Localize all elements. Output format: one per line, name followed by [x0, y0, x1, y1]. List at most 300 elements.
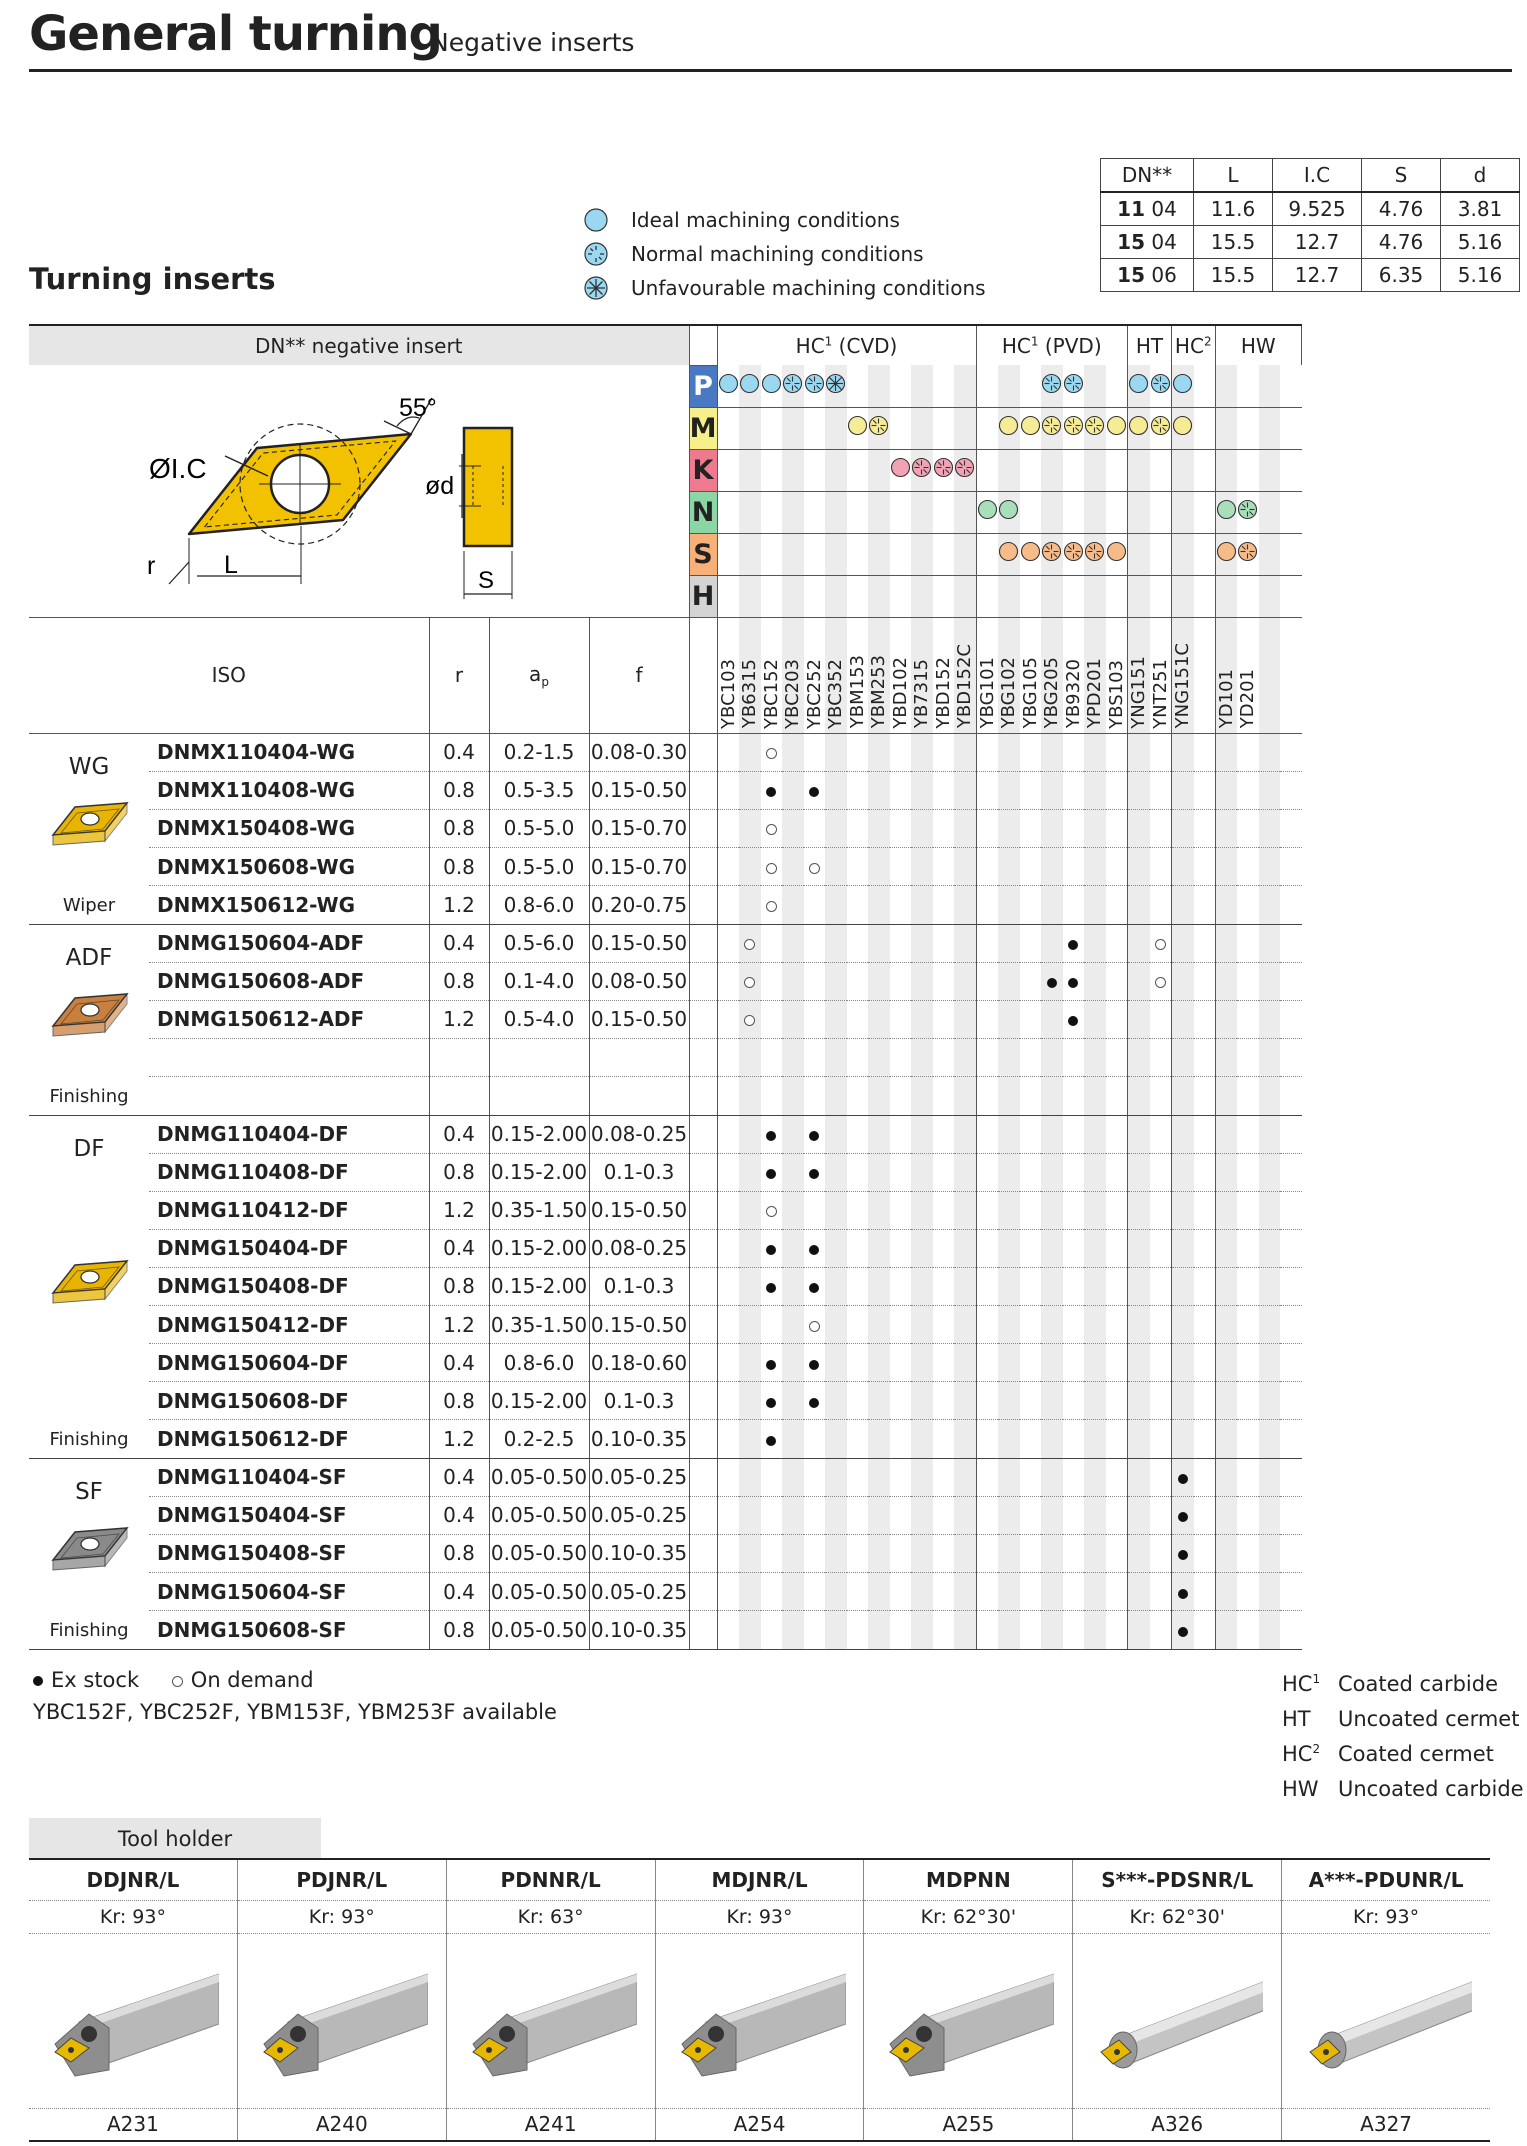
- suitability-cell: [1259, 365, 1281, 407]
- dims-row: 15 06 15.5 12.7 6.35 5.16: [1101, 259, 1520, 292]
- availability-cell: [782, 1306, 804, 1344]
- availability-cell: [1106, 771, 1128, 809]
- ex-stock-mark: [1068, 1016, 1078, 1026]
- availability-cell: [1194, 924, 1216, 962]
- availability-cell: [868, 924, 890, 962]
- bottom-divider: [29, 2140, 1490, 2142]
- availability-cell: [1063, 1267, 1085, 1305]
- suitability-icon: [1237, 541, 1258, 562]
- availability-cell: [761, 1267, 783, 1305]
- suitability-icon: [911, 457, 932, 478]
- availability-cell: [847, 1153, 869, 1191]
- availability-cell: [998, 809, 1020, 847]
- suitability-cell: [1063, 533, 1085, 575]
- availability-cell: [825, 809, 847, 847]
- availability-cell: [1215, 809, 1237, 847]
- availability-cell: [933, 1611, 955, 1649]
- grade-name-cell: [954, 617, 976, 733]
- suitability-cell: [911, 449, 933, 491]
- suitability-cell: [1280, 533, 1302, 575]
- feed-rate: 0.15-0.70: [589, 848, 689, 886]
- availability-cell: [847, 1573, 869, 1611]
- iso-code: DNMX110408-WG: [149, 771, 429, 809]
- availability-cell: [1150, 1420, 1172, 1458]
- suitability-cell: [911, 365, 933, 407]
- availability-cell: [1259, 1573, 1281, 1611]
- availability-cell: [1172, 1458, 1194, 1496]
- availability-cell: [1084, 924, 1106, 962]
- availability-cell: [1172, 848, 1194, 886]
- availability-cell: [847, 733, 869, 771]
- insert-row: [29, 809, 1302, 847]
- availability-cell: [761, 1611, 783, 1649]
- availability-cell: [1106, 1458, 1128, 1496]
- availability-cell: [1106, 1153, 1128, 1191]
- availability-cell: [954, 962, 976, 1000]
- availability-cell: [1194, 771, 1216, 809]
- suitability-cell: [782, 449, 804, 491]
- availability-cell: [761, 1420, 783, 1458]
- availability-cell: [739, 1039, 761, 1077]
- availability-cell: [761, 1458, 783, 1496]
- availability-cell: [847, 1191, 869, 1229]
- depth-of-cut: 0.5-6.0: [489, 924, 589, 962]
- availability-cell: [1020, 733, 1042, 771]
- availability-cell: [954, 1573, 976, 1611]
- availability-cell: [1128, 1267, 1150, 1305]
- suitability-cell: [1150, 491, 1172, 533]
- availability-cell: [1020, 1229, 1042, 1267]
- availability-cell: [1084, 1039, 1106, 1077]
- grade-group-header: $HC^1$ (CVD): [717, 325, 976, 365]
- depth-of-cut: 0.2-2.5: [489, 1420, 589, 1458]
- availability-cell: [1215, 962, 1237, 1000]
- suitability-cell: [1150, 575, 1172, 617]
- insert-drawing: [29, 366, 659, 616]
- availability-cell: [1020, 1306, 1042, 1344]
- availability-cell: [1259, 1611, 1281, 1649]
- availability-cell: [1084, 1344, 1106, 1382]
- availability-cell: [717, 771, 739, 809]
- availability-cell: [804, 1191, 826, 1229]
- availability-cell: [804, 962, 826, 1000]
- availability-cell: [825, 771, 847, 809]
- availability-cell: [1259, 1306, 1281, 1344]
- availability-cell: [976, 809, 998, 847]
- availability-cell: [739, 848, 761, 886]
- insert-icon: [47, 1251, 133, 1315]
- insert-row: [29, 848, 1302, 886]
- insert-grid: [29, 324, 1512, 1650]
- availability-cell: [1020, 1039, 1042, 1077]
- suitability-cell: [739, 575, 761, 617]
- availability-cell: [1194, 962, 1216, 1000]
- availability-cell: [1150, 1115, 1172, 1153]
- availability-cell: [1150, 924, 1172, 962]
- availability-cell: [1041, 886, 1063, 924]
- suitability-icon: [1172, 415, 1193, 436]
- availability-cell: [1172, 1077, 1194, 1115]
- availability-cell: [1063, 1420, 1085, 1458]
- availability-cell: [1020, 1344, 1042, 1382]
- availability-cell: [1280, 962, 1302, 1000]
- grade-name-cell: [1280, 617, 1302, 733]
- availability-cell: [1084, 1153, 1106, 1191]
- suitability-cell: [911, 491, 933, 533]
- insert-row: [29, 1420, 1302, 1458]
- availability-cell: [782, 924, 804, 962]
- availability-cell: [1084, 1534, 1106, 1572]
- tool-holder-item: [29, 1860, 237, 2140]
- availability-cell: [804, 809, 826, 847]
- availability-cell: [1084, 1077, 1106, 1115]
- availability-cell: [890, 1077, 912, 1115]
- suitability-cell: [976, 575, 998, 617]
- availability-cell: [804, 886, 826, 924]
- availability-cell: [1128, 733, 1150, 771]
- availability-cell: [1215, 924, 1237, 962]
- availability-cell: [954, 1077, 976, 1115]
- availability-cell: [1280, 733, 1302, 771]
- availability-cell: [976, 1000, 998, 1038]
- availability-cell: [1259, 1496, 1281, 1534]
- grade-name: YBC152: [760, 658, 782, 729]
- suitability-icon: [782, 373, 803, 394]
- insert-icon: [47, 793, 133, 857]
- availability-cell: [1106, 1267, 1128, 1305]
- availability-cell: [1106, 1344, 1128, 1382]
- availability-cell: [1172, 886, 1194, 924]
- suitability-cell: [739, 491, 761, 533]
- availability-cell: [1215, 886, 1237, 924]
- feed-rate: 0.1-0.3: [589, 1267, 689, 1305]
- availability-cell: [1194, 1534, 1216, 1572]
- availability-cell: [739, 1077, 761, 1115]
- availability-cell: [933, 771, 955, 809]
- suitability-icon: [739, 373, 760, 394]
- iso-code: DNMG150612-ADF: [149, 1000, 429, 1038]
- availability-cell: [1215, 1534, 1237, 1572]
- availability-cell: [911, 1306, 933, 1344]
- depth-of-cut: 0.8-6.0: [489, 1344, 589, 1382]
- stock-legend: [33, 1664, 557, 1728]
- availability-cell: [1106, 848, 1128, 886]
- availability-cell: [1106, 1191, 1128, 1229]
- availability-cell: [804, 1229, 826, 1267]
- availability-cell: [761, 1000, 783, 1038]
- suitability-cell: [804, 533, 826, 575]
- ex-stock-mark: [1178, 1474, 1188, 1484]
- suitability-icon: [998, 541, 1019, 562]
- availability-cell: [933, 924, 955, 962]
- iso-code: DNMG150608-ADF: [149, 962, 429, 1000]
- suitability-cell: [1259, 407, 1281, 449]
- availability-cell: [761, 1306, 783, 1344]
- suitability-cell: [1063, 491, 1085, 533]
- availability-cell: [1172, 1267, 1194, 1305]
- corner-radius: 0.4: [429, 1458, 489, 1496]
- tool-holder-item: [863, 1860, 1072, 2140]
- page-title: General turning: [29, 6, 442, 62]
- availability-cell: [825, 733, 847, 771]
- iso-code: DNMG150608-DF: [149, 1382, 429, 1420]
- availability-cell: [1020, 1382, 1042, 1420]
- grade-name: YNG151C: [1172, 643, 1193, 729]
- availability-cell: [1063, 1229, 1085, 1267]
- availability-cell: [890, 1115, 912, 1153]
- availability-cell: [1259, 924, 1281, 962]
- suitability-icon: [954, 457, 975, 478]
- availability-cell: [933, 1229, 955, 1267]
- availability-cell: [890, 1153, 912, 1191]
- grade-name: YBD152C: [954, 644, 975, 729]
- on-demand-mark: [744, 977, 755, 988]
- availability-cell: [1237, 1191, 1259, 1229]
- suitability-cell: [1084, 575, 1106, 617]
- availability-cell: [825, 1229, 847, 1267]
- availability-cell: [1106, 1229, 1128, 1267]
- availability-cell: [717, 1573, 739, 1611]
- availability-cell: [933, 848, 955, 886]
- availability-cell: [1020, 1191, 1042, 1229]
- normal-condition-icon: [583, 241, 609, 267]
- suitability-cell: [1020, 533, 1042, 575]
- grade-name-cell: [1084, 617, 1106, 733]
- availability-cell: [782, 1229, 804, 1267]
- suitability-cell: [717, 365, 739, 407]
- suitability-icon: [1063, 415, 1084, 436]
- availability-cell: [1280, 1344, 1302, 1382]
- availability-cell: [825, 1382, 847, 1420]
- corner-radius: 1.2: [429, 1306, 489, 1344]
- availability-cell: [804, 1077, 826, 1115]
- suitability-cell: [1084, 491, 1106, 533]
- corner-radius: 0.4: [429, 733, 489, 771]
- suitability-cell: [1041, 491, 1063, 533]
- availability-cell: [739, 1420, 761, 1458]
- suitability-cell: [911, 407, 933, 449]
- grade-name: YB9320: [1062, 659, 1084, 729]
- availability-cell: [739, 771, 761, 809]
- availability-cell: [1237, 1420, 1259, 1458]
- corner-radius: 0.8: [429, 1153, 489, 1191]
- availability-cell: [1215, 1496, 1237, 1534]
- suitability-cell: [933, 407, 955, 449]
- material-k: K: [689, 449, 717, 491]
- on-demand-mark: [766, 824, 777, 835]
- availability-cell: [976, 848, 998, 886]
- insert-row: [29, 1077, 1302, 1115]
- availability-cell: [825, 1496, 847, 1534]
- availability-cell: [933, 1153, 955, 1191]
- availability-cell: [739, 809, 761, 847]
- availability-cell: [1259, 1534, 1281, 1572]
- availability-cell: [1172, 1039, 1194, 1077]
- suitability-cell: [1237, 491, 1259, 533]
- insert-row: [29, 1000, 1302, 1038]
- suitability-icon: [1150, 373, 1171, 394]
- depth-of-cut: 0.05-0.50: [489, 1573, 589, 1611]
- depth-of-cut: 0.15-2.00: [489, 1267, 589, 1305]
- suitability-cell: [954, 575, 976, 617]
- availability-cell: [739, 1458, 761, 1496]
- tool-holder-ref: A255: [864, 2108, 1072, 2139]
- availability-cell: [847, 1458, 869, 1496]
- availability-cell: [1280, 1458, 1302, 1496]
- grade-name-cell: [1194, 617, 1216, 733]
- availability-cell: [890, 1344, 912, 1382]
- suitability-cell: [1106, 533, 1128, 575]
- availability-cell: [1237, 1573, 1259, 1611]
- availability-cell: [1020, 848, 1042, 886]
- ideal-condition-icon: [583, 207, 609, 233]
- availability-cell: [954, 886, 976, 924]
- availability-cell: [911, 1573, 933, 1611]
- availability-cell: [954, 733, 976, 771]
- ex-stock-mark: [809, 787, 819, 797]
- availability-cell: [1280, 809, 1302, 847]
- suitability-cell: [761, 575, 783, 617]
- suitability-cell: [1128, 365, 1150, 407]
- availability-cell: [1150, 1077, 1172, 1115]
- suitability-cell: [782, 491, 804, 533]
- availability-cell: [739, 733, 761, 771]
- title-divider: [29, 69, 1512, 72]
- availability-cell: [998, 1611, 1020, 1649]
- availability-cell: [911, 1115, 933, 1153]
- suitability-cell: [998, 575, 1020, 617]
- availability-cell: [1172, 1420, 1194, 1458]
- availability-cell: [1150, 1191, 1172, 1229]
- suitability-cell: [976, 449, 998, 491]
- availability-cell: [976, 1229, 998, 1267]
- corner-radius: 0.8: [429, 809, 489, 847]
- ex-stock-mark: [766, 1398, 776, 1408]
- insert-row: [29, 1039, 1302, 1077]
- suitability-cell: [890, 533, 912, 575]
- suitability-cell: [1194, 533, 1216, 575]
- suitability-icon: [933, 457, 954, 478]
- tool-holder-kr: Kr: 62°30': [864, 1900, 1072, 1934]
- availability-cell: [954, 1115, 976, 1153]
- ex-stock-mark: [1068, 978, 1078, 988]
- availability-cell: [1106, 809, 1128, 847]
- corner-radius: 1.2: [429, 1420, 489, 1458]
- suitability-cell: [1020, 407, 1042, 449]
- suitability-cell: [1063, 449, 1085, 491]
- dims-row: 15 04 15.5 12.7 4.76 5.16: [1101, 226, 1520, 259]
- suitability-cell: [1215, 449, 1237, 491]
- availability-cell: [1172, 1153, 1194, 1191]
- grade-name: YBD102: [889, 656, 911, 729]
- suitability-cell: [717, 533, 739, 575]
- availability-cell: [825, 1420, 847, 1458]
- suitability-cell: [868, 365, 890, 407]
- suitability-cell: [1172, 533, 1194, 575]
- suitability-cell: [998, 365, 1020, 407]
- grade-name-cell: [825, 617, 847, 733]
- suitability-cell: [1084, 533, 1106, 575]
- availability-cell: [717, 1420, 739, 1458]
- page-subtitle: Negative inserts: [430, 28, 635, 57]
- availability-cell: [1280, 1382, 1302, 1420]
- availability-cell: [976, 1496, 998, 1534]
- availability-cell: [782, 733, 804, 771]
- availability-cell: [1259, 1229, 1281, 1267]
- availability-cell: [890, 1611, 912, 1649]
- availability-cell: [1128, 848, 1150, 886]
- r-header: r: [429, 617, 489, 733]
- availability-cell: [911, 1458, 933, 1496]
- availability-cell: [825, 1077, 847, 1115]
- availability-cell: [847, 886, 869, 924]
- availability-cell: [1259, 1153, 1281, 1191]
- availability-cell: [1194, 1611, 1216, 1649]
- availability-cell: [782, 848, 804, 886]
- availability-cell: [890, 1000, 912, 1038]
- availability-cell: [1215, 1458, 1237, 1496]
- availability-cell: [1041, 1039, 1063, 1077]
- dims-row: 11 04 11.6 9.525 4.76 3.81: [1101, 192, 1520, 226]
- grade-name: YPD201: [1084, 658, 1105, 729]
- suitability-icon: [1128, 415, 1149, 436]
- availability-cell: [1106, 1611, 1128, 1649]
- availability-cell: [717, 924, 739, 962]
- availability-cell: [1215, 1039, 1237, 1077]
- availability-cell: [1128, 1229, 1150, 1267]
- availability-cell: [1194, 1573, 1216, 1611]
- on-demand-mark: [809, 1321, 820, 1332]
- grade-name-cell: [998, 617, 1020, 733]
- suitability-cell: [739, 365, 761, 407]
- availability-cell: [933, 1496, 955, 1534]
- availability-cell: [1237, 733, 1259, 771]
- ex-stock-mark: [809, 1131, 819, 1141]
- availability-cell: [1150, 1229, 1172, 1267]
- availability-cell: [1215, 1611, 1237, 1649]
- availability-cell: [1215, 1382, 1237, 1420]
- availability-cell: [1128, 1153, 1150, 1191]
- availability-cell: [1194, 1153, 1216, 1191]
- feed-rate: 0.15-0.50: [589, 1191, 689, 1229]
- availability-cell: [954, 771, 976, 809]
- availability-cell: [1280, 1534, 1302, 1572]
- availability-cell: [761, 809, 783, 847]
- availability-cell: [1194, 1382, 1216, 1420]
- availability-cell: [1194, 1458, 1216, 1496]
- tool-holder-kr: Kr: 93°: [656, 1900, 864, 1934]
- availability-cell: [1063, 1191, 1085, 1229]
- availability-cell: [1259, 1382, 1281, 1420]
- availability-cell: [1084, 1115, 1106, 1153]
- availability-cell: [1020, 1458, 1042, 1496]
- legend-ideal: Ideal machining conditions: [583, 203, 986, 237]
- grade-name: YBC203: [782, 658, 803, 729]
- suitability-cell: [1194, 575, 1216, 617]
- insert-drawing-cell: [29, 365, 689, 617]
- availability-cell: [1194, 1306, 1216, 1344]
- suitability-cell: [1280, 449, 1302, 491]
- availability-cell: [1280, 1077, 1302, 1115]
- availability-cell: [1063, 1573, 1085, 1611]
- suitability-cell: [933, 491, 955, 533]
- availability-cell: [1237, 1267, 1259, 1305]
- availability-cell: [804, 1039, 826, 1077]
- availability-cell: [890, 1191, 912, 1229]
- availability-cell: [1280, 1229, 1302, 1267]
- grid-table: [29, 324, 1302, 1650]
- legend-normal: Normal machining conditions: [583, 237, 986, 271]
